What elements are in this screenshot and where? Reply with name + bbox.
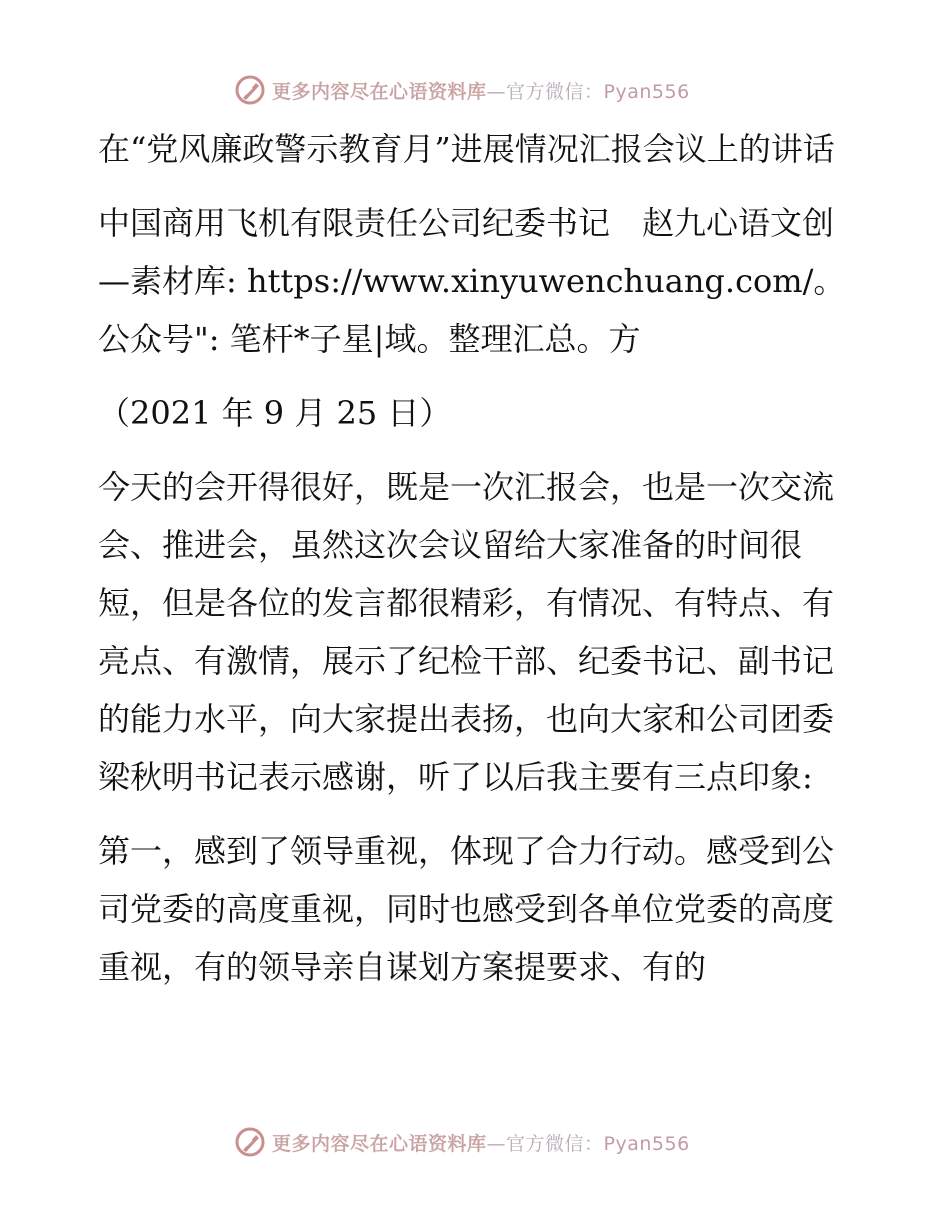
document-title: 在“党风廉政警示教育月”进展情况汇报会议上的讲话 bbox=[98, 130, 835, 168]
watermark-wechat-id: Pyan556 bbox=[603, 1132, 690, 1155]
document-body bbox=[98, 120, 854, 996]
feather-pen-seal-icon bbox=[234, 74, 266, 106]
footer-watermark bbox=[234, 1124, 690, 1160]
watermark-wechat-id: Pyan556 bbox=[603, 80, 690, 103]
watermark-wechat-label: 官方微信： bbox=[506, 1132, 604, 1155]
watermark-dash: — bbox=[486, 1132, 507, 1155]
watermark-site-text: 更多内容尽在心语资料库 bbox=[272, 80, 487, 103]
speech-date: （2021 年 9 月 25 日） bbox=[98, 394, 452, 432]
watermark-dash: — bbox=[486, 80, 507, 103]
author-line: 中国商用飞机有限责任公司纪委书记 赵九心语文创—素材库: https://www.xinyuwenchuang.com/。公众号": 笔杆*子星|域。整理汇总。方 bbox=[98, 204, 846, 358]
watermark-wechat-label: 官方微信： bbox=[506, 80, 604, 103]
paragraph-2: 第一，感到了领导重视，体现了合力行动。感受到公司党委的高度重视，同时也感受到各单位党委的高度重视，有的领导亲自谋划方案提要求、有的 bbox=[98, 832, 835, 986]
paragraph-1: 今天的会开得很好，既是一次汇报会，也是一次交流会、推进会，虽然这次会议留给大家准备的时间很短，但是各位的发言都很精彩，有情况、有特点、有亮点、有激情，展示了纪检干部、纪委书记、副书记的能力水平，向大家提出表扬，也向大家和公司团委梁秋明书记表示感谢，听了以后我主要有三点印象: bbox=[98, 468, 835, 796]
watermark-site-text: 更多内容尽在心语资料库 bbox=[272, 1132, 487, 1155]
feather-pen-seal-icon bbox=[234, 1126, 266, 1158]
header-watermark bbox=[234, 72, 690, 108]
